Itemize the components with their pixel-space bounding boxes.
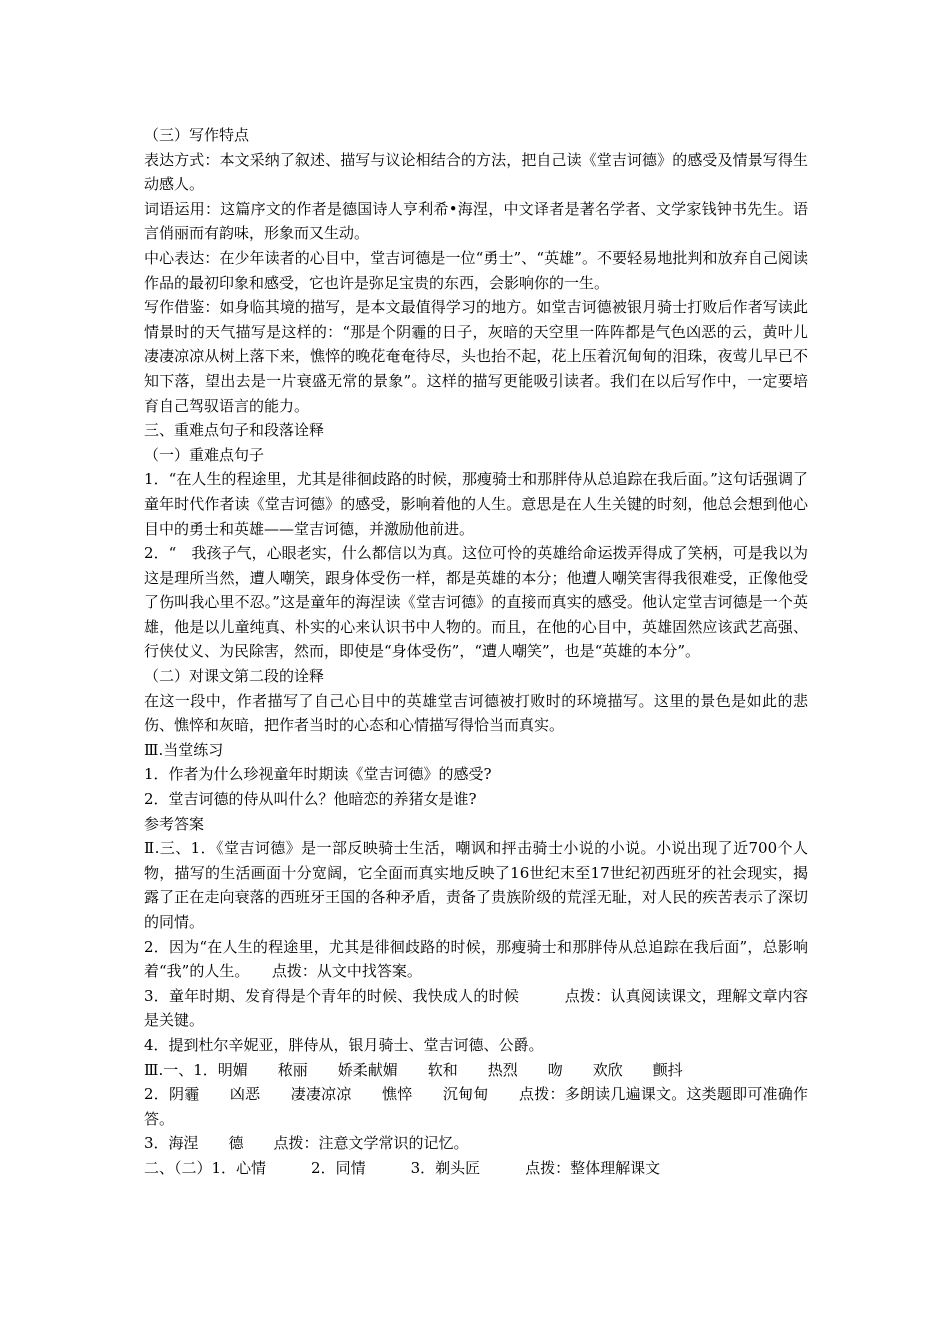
question-1: 1．作者为什么珍视童年时期读《堂吉诃德》的感受? xyxy=(144,765,492,784)
question-2: 2．堂吉诃德的侍从叫什么？他暗恋的养猪女是谁? xyxy=(144,790,477,809)
paragraph-expression-method: 表达方式：本文采纳了叙述、描写与议论相结合的方法，把自己读《堂吉诃德》的感受及情景写得生动感人。 xyxy=(144,150,808,194)
answer-iii-1-2: 2．阴霾 凶恶 凄凄凉凉 憔悴 沉甸甸 点拨：多朗读几遍课文。这类题即可准确作答。 xyxy=(144,1085,808,1128)
answer-ii-3-2: 2．因为“在人生的程途里，尤其是徘徊歧路的时候，那瘦骑士和那胖侍从总追踪在我后面”，总影响着“我”的人生。 点拨：从文中找答案。 xyxy=(144,937,808,981)
paragraph-central-idea: 中心表达：在少年读者的心目中，堂吉诃德是一位“勇士”、“英雄”。不要轻易地批判和放弃自己阅读作品的最初印象和感受，它也许是弥足宝贵的东西，会影响你的一生。 xyxy=(144,248,808,292)
paragraph-key-sentence-1: 1．“在人生的程途里，尤其是徘徊歧路的时候，那瘦骑士和那胖侍从总追踪在我后面。”这句话强调了童年时代作者读《堂吉诃德》的感受，影响着他的人生。意思是在人生关键的时刻，他总会想到他心目中的勇士和英雄——堂吉诃德，并激励他前进。 xyxy=(144,470,808,538)
answer-ii-3-1: Ⅱ.三、1．《堂吉诃德》是一部反映骑士生活，嘲讽和抨击骑士小说的小说。小说出现了近700个人物，描写的生活画面十分宽阔，它全面而真实地反映了16世纪末至17世纪初西班牙的社会现实，揭露了正在走向衰落的西班牙王国的各种矛盾，责备了贵族阶级的荒淫无耻，对人民的疾苦表示了深切的同情。 xyxy=(144,839,808,931)
paragraph-word-usage: 词语运用：这篇序文的作者是德国诗人亨利希•海涅，中文译者是著名学者、文学家钱钟书先生。语言俏丽而有韵味，形象而又生动。 xyxy=(144,199,808,243)
heading-classroom-practice: Ⅲ.当堂练习 xyxy=(144,740,224,759)
answer-ii-3-4: 4．提到杜尔辛妮亚，胖侍从，银月骑士、堂吉诃德、公爵。 xyxy=(144,1035,544,1054)
document-body xyxy=(144,123,808,1181)
paragraph-writing-lessons: 写作借鉴：如身临其境的描写，是本文最值得学习的地方。如堂吉诃德被银月骑士打败后作者写读此情景时的天气描写是这样的：“那是个阴霾的日子，灰暗的天空里一阵阵都是气色凶恶的云，黄叶儿凄凄凉凉从树上落下来，憔悴的晚花奄奄待尽，头也抬不起，花上压着沉甸甸的泪珠，夜莺儿早已不知下落，望出去是一片衰盛无常的景象”。这样的描写更能吸引读者。我们在以后写作中，一定要培育自己驾驭语言的能力。 xyxy=(144,298,808,415)
paragraph-second-paragraph-notes: 在这一段中，作者描写了自己心目中的英雄堂吉诃德被打败时的环境描写。这里的景色是如此的悲伤、憔悴和灰暗，把作者当时的心态和心情描写得恰当而真实。 xyxy=(144,691,808,735)
answer-iii-2: 二、（二）1．心情 2．同情 3．剃头匠 点拨：整体理解课文 xyxy=(144,1158,661,1177)
answer-iii-1-3: 3．海涅 德 点拨：注意文学常识的记忆。 xyxy=(144,1134,469,1153)
answer-iii-1-1: Ⅲ.一、1．明媚 秾丽 娇柔献媚 软和 热烈 吻 欢欣 颤抖 xyxy=(144,1060,683,1079)
heading-writing-features: （三）写作特点 xyxy=(144,126,250,144)
answer-ii-3-3: 3．童年时期、发育得是个青年的时候、我快成人的时候 点拨：认真阅读课文，理解文章内容是关键。 xyxy=(144,986,808,1030)
heading-second-paragraph-notes: （二）对课文第二段的诠释 xyxy=(144,667,325,686)
heading-key-sentences-section: 三、重难点句子和段落诠释 xyxy=(144,421,325,440)
heading-key-sentences: （一）重难点句子 xyxy=(144,445,265,464)
heading-reference-answers: 参考答案 xyxy=(144,814,205,833)
paragraph-key-sentence-2: 2．“ 我孩子气，心眼老实，什么都信以为真。这位可怜的英雄给命运拨弄得成了笑柄，可是我以为这是理所当然，遭人嘲笑，跟身体受伤一样，都是英雄的本分；他遭人嘲笑害得我很难受，正像他受了伤叫我心里不忍。”这是童年的海涅读《堂吉诃德》的直接而真实的感受。他认定堂吉诃德是一个英雄，他是以儿童纯真、朴实的心来认识书中人物的。而且，在他的心目中，英雄固然应该武艺高强、行侠仗义、为民除害，然而，即使是“身体受伤”，“遭人嘲笑”，也是“英雄的本分”。 xyxy=(144,544,808,661)
